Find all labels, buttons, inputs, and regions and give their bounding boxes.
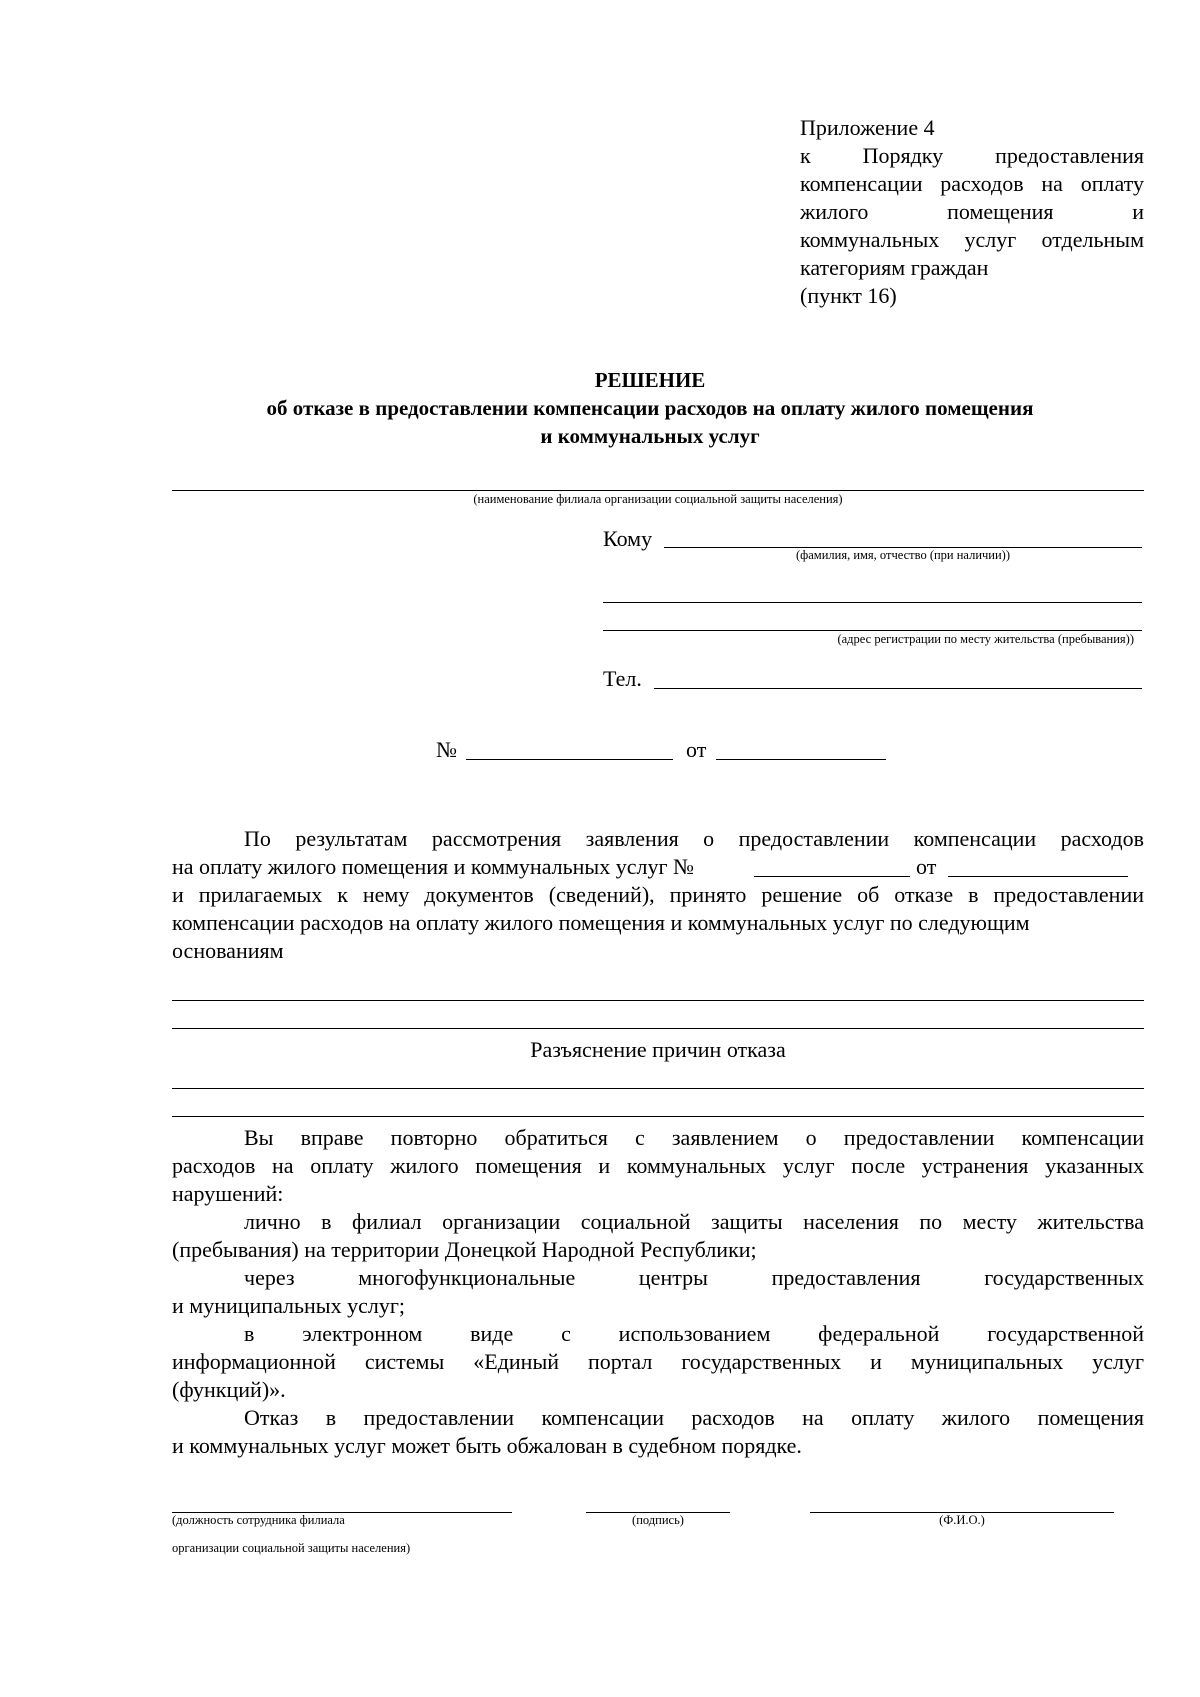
branch-caption: (наименование филиала организации социальной защиты населения) bbox=[473, 492, 843, 506]
number-line[interactable] bbox=[466, 759, 673, 760]
body-line: и муниципальных услуг; bbox=[172, 1293, 405, 1318]
tel-line[interactable] bbox=[654, 688, 1142, 689]
body-line: на оплату жилого помещения и коммунальных услуг № bbox=[172, 853, 694, 881]
fio-caption: (фамилия, имя, отчество (при наличии)) bbox=[795, 548, 1010, 562]
body-line: По результатам рассмотрения заявления о предоставлении компенсации расходов bbox=[244, 826, 1144, 851]
title-line: РЕШЕНИЕ bbox=[594, 368, 706, 392]
reason-line[interactable] bbox=[172, 1000, 1144, 1001]
reason-line[interactable] bbox=[172, 1028, 1144, 1029]
appendix-line: коммунальных услуг отдельным bbox=[800, 227, 1144, 252]
application-date-label: от bbox=[916, 854, 937, 879]
explanation-line[interactable] bbox=[172, 1116, 1144, 1117]
to-label: Кому bbox=[603, 526, 653, 551]
date-label: от bbox=[686, 737, 707, 762]
body-line: основаниям bbox=[172, 938, 284, 963]
title-line: об отказе в предоставлении компенсации расходов на оплату жилого помещения bbox=[266, 396, 1034, 420]
body-line: нарушений: bbox=[172, 1181, 284, 1206]
appendix-line: (пункт 16) bbox=[800, 283, 897, 308]
body-line: лично в филиал организации социальной защиты населения по месту жительства bbox=[244, 1209, 1144, 1234]
body-line: (функций)». bbox=[172, 1377, 286, 1402]
signature-caption: (подпись) bbox=[632, 1513, 684, 1527]
body-line: и прилагаемых к нему документов (сведений), принято решение об отказе в предоставлении bbox=[172, 882, 1144, 907]
branch-name-line[interactable] bbox=[172, 490, 1144, 491]
appendix-header bbox=[800, 114, 1144, 310]
body-line: Вы вправе повторно обратиться с заявлением о предоставлении компенсации bbox=[244, 1125, 1144, 1150]
tel-label: Тел. bbox=[603, 666, 642, 691]
body-line: расходов на оплату жилого помещения и коммунальных услуг после устранения указанных bbox=[172, 1153, 1144, 1178]
appendix-line: жилого помещения и bbox=[800, 199, 1144, 224]
address-caption: (адрес регистрации по месту жительства (пребывания)) bbox=[837, 632, 1134, 646]
position-caption: (должность сотрудника филиала bbox=[172, 1513, 345, 1527]
body-line: Отказ в предоставлении компенсации расходов на оплату жилого помещения bbox=[244, 1405, 1144, 1430]
body-line: через многофункциональные центры предоставления государственных bbox=[244, 1265, 1144, 1290]
explanation-line[interactable] bbox=[172, 1088, 1144, 1089]
number-label: № bbox=[436, 737, 457, 762]
appendix-line: категориям граждан bbox=[800, 255, 989, 280]
body-line: (пребывания) на территории Донецкой Народной Республики; bbox=[172, 1237, 757, 1262]
address-line[interactable] bbox=[603, 602, 1142, 603]
body-line: и коммунальных услуг может быть обжалован в судебном порядке. bbox=[172, 1433, 802, 1458]
address-line[interactable] bbox=[603, 630, 1142, 631]
position-caption: организации социальной защиты населения) bbox=[172, 1541, 411, 1555]
explanation-heading: Разъяснение причин отказа bbox=[530, 1037, 786, 1062]
appendix-line: к Порядку предоставления bbox=[800, 143, 1144, 168]
application-number-line[interactable] bbox=[754, 853, 910, 877]
title-line: и коммунальных услуг bbox=[540, 424, 760, 448]
appendix-line: Приложение 4 bbox=[800, 115, 935, 140]
application-date-line[interactable] bbox=[948, 876, 1128, 877]
body-line: в электронном виде с использованием федеральной государственной bbox=[244, 1321, 1144, 1346]
body-line: информационной системы «Единый портал государственных и муниципальных услуг bbox=[172, 1349, 1144, 1374]
document-title bbox=[160, 366, 1140, 450]
body-line: компенсации расходов на оплату жилого помещения и коммунальных услуг по следующим bbox=[172, 910, 1030, 935]
date-line[interactable] bbox=[716, 759, 886, 760]
appendix-line: компенсации расходов на оплату bbox=[800, 171, 1144, 196]
fio-signature-caption: (Ф.И.О.) bbox=[939, 1513, 985, 1527]
